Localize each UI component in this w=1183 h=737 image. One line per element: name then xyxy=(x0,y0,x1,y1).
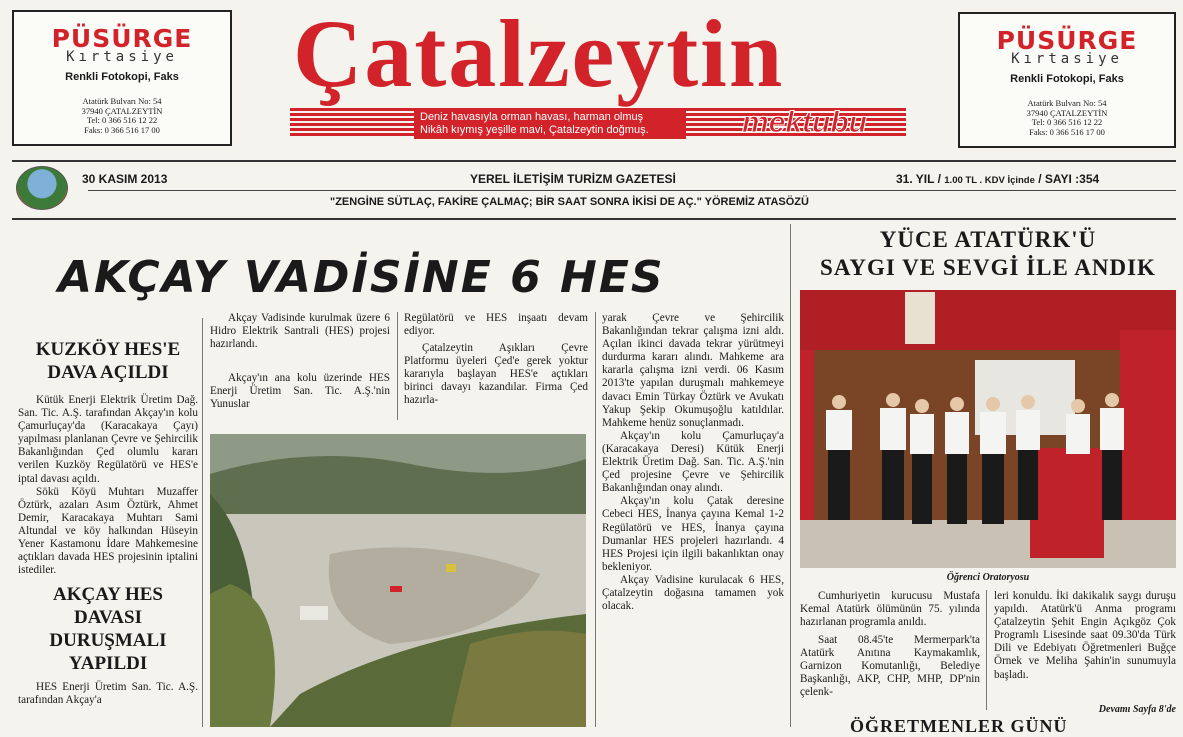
year: 31. YIL xyxy=(896,172,935,186)
photo-caption: Öğrenci Oratoryosu xyxy=(946,572,1030,583)
ad-brand: PÜSÜRGE xyxy=(996,26,1138,55)
subheadline: KUZKÖY HES'E DAVA AÇILDI xyxy=(35,339,181,383)
article-text: Akçay Vadisine kurulacak 6 HES, Çatalzeytin doğasına tamamen yok olacak. xyxy=(602,573,784,613)
column-divider xyxy=(595,312,596,727)
valley-photo xyxy=(210,434,586,727)
slogan-line: Nikâh kıymış yeşille mavi, Çatalzeytin doğmuş. xyxy=(420,124,649,136)
band-rule xyxy=(88,190,1176,191)
band-bottom-rule xyxy=(12,218,1176,220)
article-text: Sökü Köyü Muhtarı Muzaffer Öztürk, azaları Asım Öztürk, Ahmet Demir, Karacakaya Muhtarı Sami Altundal ve köy halkından Hüseyin Yener Kastamonu İdare Mahkemesine açtıkları davada HES projesinin iptalini istediler. xyxy=(18,485,198,577)
masthead-subtitle: mektubu xyxy=(742,106,868,139)
ad-fax: Faks: 0 366 516 17 00 xyxy=(1029,126,1105,137)
issue-date: 30 KASIM 2013 xyxy=(82,172,168,186)
slogan-line: Deniz havasıyla orman havası, harman olmuş xyxy=(420,111,644,123)
top-rule xyxy=(12,160,1176,162)
article-text: Akçay'ın kolu Çatak deresine Cebeci HES, İnanya çayına Kemal 1-2 Regülatörü ve HES, İnanya çayına Dumanlar HES projeleri hazırlandı. 4 HES Projesi için ilgili bakanlıktan onay bekleniyor. xyxy=(602,495,784,573)
article-text: Akçay Vadisinde kurulmak üzere 6 Hidro Elektrik Santrali (HES) projesi hazırlandı. xyxy=(210,312,390,351)
logo-icon xyxy=(16,166,68,210)
ad-fax: Faks: 0 366 516 17 00 xyxy=(84,124,160,135)
article-text: Regülatörü ve HES inşaatı devam ediyor. xyxy=(404,312,588,338)
price: 1.00 TL . KDV İçinde xyxy=(944,175,1035,186)
right-headline-line: SAYGI VE SEVGİ İLE ANDIK xyxy=(820,255,1156,280)
right-headline-line: YÜCE ATATÜRK'Ü xyxy=(879,227,1097,252)
ad-address-line: 37940 ÇATALZEYTİN xyxy=(1026,107,1108,118)
year-info: 31. YIL / 1.00 TL . KDV İçinde / SAYI :354 xyxy=(896,172,1100,186)
next-headline: ÖĞRETMENLER GÜNÜ xyxy=(850,716,1068,736)
column-divider xyxy=(790,224,791,727)
ad-address-line: 37940 ÇATALZEYTİN xyxy=(81,105,163,116)
column-divider xyxy=(397,312,398,420)
article-text: Kütük Enerji Elektrik Üretim Dağ. San. Tic. A.Ş. tarafından Akçay'ın kolu Çamurluçay'da (Karacakaya Çayı) yapılması planlanan Çevre ve Şehircilik Bakanlığından Çed olumlu kararı verilen Kuzköy Regülatörü ve HES'e iptal davası açıldı. xyxy=(18,394,198,485)
article-text: HES Enerji Üretim San. Tic. A.Ş. tarafından Akçay'a xyxy=(18,681,198,707)
ad-address xyxy=(14,97,230,135)
motto: "ZENGİNE SÜTLAÇ, FAKİRE ÇALMAÇ; BİR SAAT SONRA İKİSİ DE AÇ." YÖREMİZ ATASÖZÜ xyxy=(330,196,809,208)
article-text: Cumhuriyetin kurucusu Mustafa Kemal Atatürk ölümünün 75. yılında hazırlanan programla anıldı. xyxy=(800,590,980,629)
column-divider xyxy=(202,318,203,727)
ad-subtitle: Kırtasiye xyxy=(1011,51,1123,67)
continued-note: Devamı Sayfa 8'de xyxy=(1098,704,1176,715)
ad-subtitle: Kırtasiye xyxy=(66,49,178,65)
ad-box-left xyxy=(12,10,232,146)
third-column xyxy=(602,312,784,613)
ad-address-line: Atatürk Bulvarı No: 54 xyxy=(82,96,162,106)
column-divider xyxy=(986,590,987,710)
main-headline: AKÇAY VADİSİNE 6 HES xyxy=(58,252,665,303)
article-text: Çatalzeytin Aşıkları Çevre Platformu üyeleri Çed'e gerek yoktur kararıyla başlayan HES'e açtıkları birinci davayı kazandılar. Firma Çed hazırla- xyxy=(404,342,588,407)
article-text: Akçay'ın kolu Çamurluçay'a (Karacakaya Deresi) Kütük Enerji Elektrik Üretim Dağ. San. Tic. A.Ş.'nin Çed projesine Çevre ve Şehircilik Bakanlığından onay alındı. xyxy=(602,429,784,495)
masthead-title: Çatalzeytin xyxy=(293,0,785,107)
paper-type: YEREL İLETİŞİM TURİZM GAZETESİ xyxy=(470,172,676,186)
article-text: Akçay'ın ana kolu üzerinde HES Enerji Üretim San. Tic. A.Ş.'nin Yunuslar xyxy=(210,372,390,411)
ad-phone: Tel: 0 366 516 12 22 xyxy=(1031,117,1103,127)
valley-photo-illustration xyxy=(210,434,586,727)
article-text: Saat 08.45'te Mermerpark'ta Atatürk Anıtına Kaymakamlık, Garnizon Komutanlığı, Belediye Başkanlığı, AKP, CHP, MHP, DP'nin çelenk- xyxy=(800,634,980,699)
ad-box-right xyxy=(958,12,1176,148)
ad-service: Renkli Fotokopi, Faks xyxy=(65,71,179,83)
ad-phone: Tel: 0 366 516 12 22 xyxy=(86,115,158,125)
ad-brand: PÜSÜRGE xyxy=(51,24,193,53)
ad-address-line: Atatürk Bulvarı No: 54 xyxy=(1027,98,1107,108)
ad-address xyxy=(960,99,1174,137)
masthead-slogan xyxy=(414,109,686,139)
issue-number: SAYI :354 xyxy=(1044,172,1100,186)
left-column xyxy=(18,338,198,708)
article-text: leri konuldu. İki dakikalık saygı duruşu yapıldı. Atatürk'ü Anma programı Çatalzeytin Şehit Engin Açıkgöz Çok Programlı Lisesinde saat 09.30'da Türk Dili ve Edebiyatı Öğretmenleri Buğçe Örnek ve Meliha Şahin'in sunumuyla başladı. xyxy=(994,590,1176,681)
subheadline: AKÇAY HES DAVASI DURUŞMALI YAPILDI xyxy=(49,584,167,675)
ceremony-photo-illustration xyxy=(800,290,1176,568)
ceremony-photo xyxy=(800,290,1176,568)
ad-service: Renkli Fotokopi, Faks xyxy=(1010,73,1124,85)
article-text: yarak Çevre ve Şehircilik Bakanlığından tekrar çalışma izni aldı. Açılan ikinci davada tekrar yürütmeyi durdurma kararı alındı. Mahkeme ara kararla çalışma izni verdi. 06 Kasım 2013'te yapılan duruşmalı mahkemeye davacı Emin Türkay Öztürk ve Avukatı Yakup Şekip Okumuşoğlu katıldılar. Mahkeme henüz sonuçlanmadı. xyxy=(602,312,784,429)
right-headline xyxy=(800,226,1176,282)
